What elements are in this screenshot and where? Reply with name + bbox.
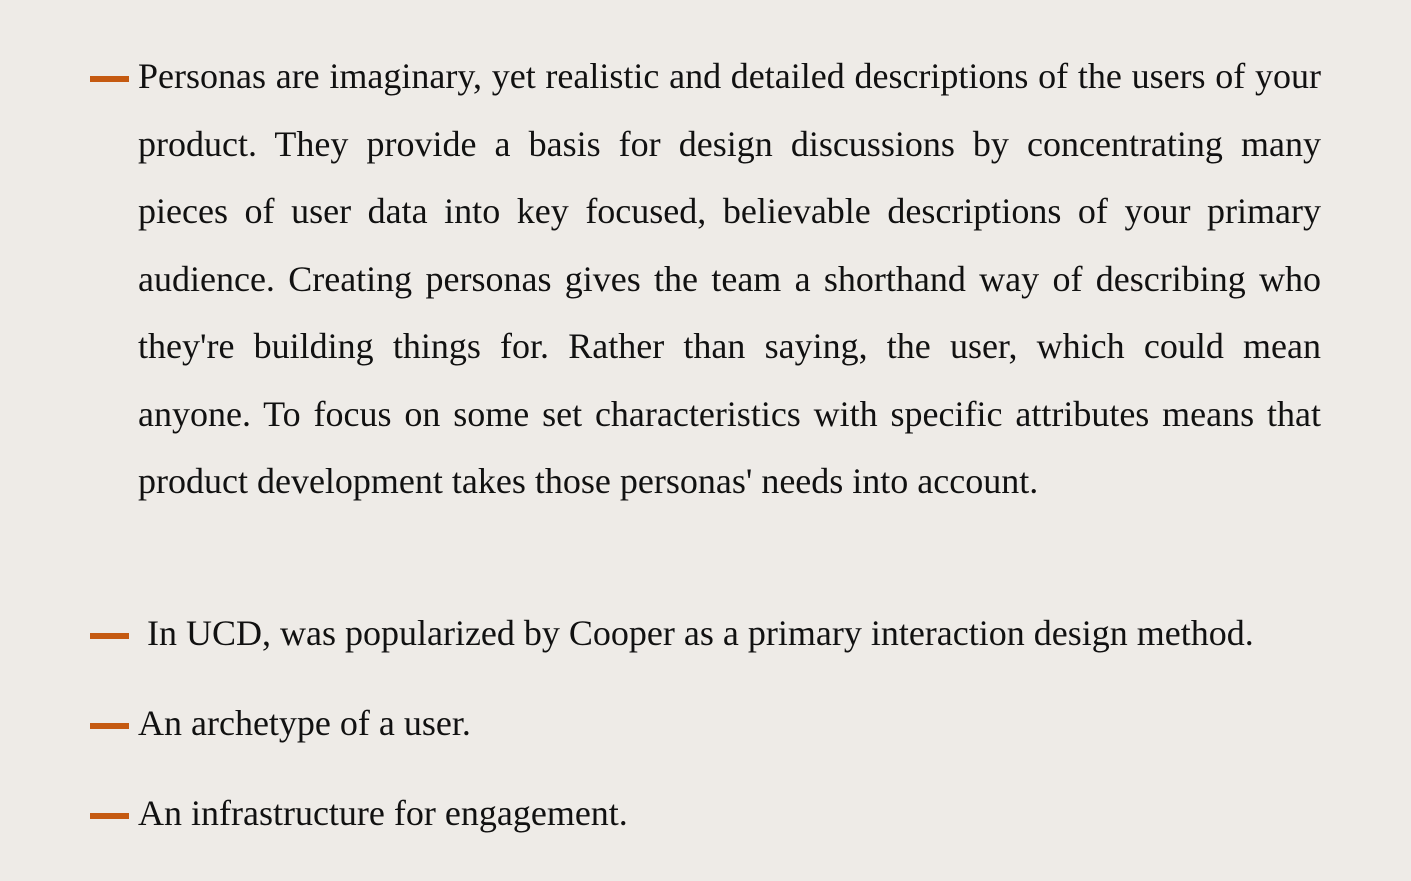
dash-bullet-icon <box>90 633 129 639</box>
bullet-text: In UCD, was popularized by Cooper as a primary interaction design method. <box>138 613 1254 653</box>
dash-bullet-icon <box>90 76 129 82</box>
bullet-text: An infrastructure for engagement. <box>138 793 628 833</box>
dash-bullet-icon <box>90 813 129 819</box>
dash-bullet-icon <box>90 723 129 729</box>
bullet-text: Personas are imaginary, yet realistic and detailed descriptions of the users of your product. They provide a basis for design discussions by concentrating many pieces of user data into key focused, believable descriptions of your primary audience. Creating personas gives the team a shorthand way of describing who they're building things for. Rather than saying, the user, which could mean anyone. To focus on some set characteristics with specific attributes means that product development takes those personas' needs into account. <box>138 56 1321 501</box>
bullet-text: An archetype of a user. <box>138 703 471 743</box>
